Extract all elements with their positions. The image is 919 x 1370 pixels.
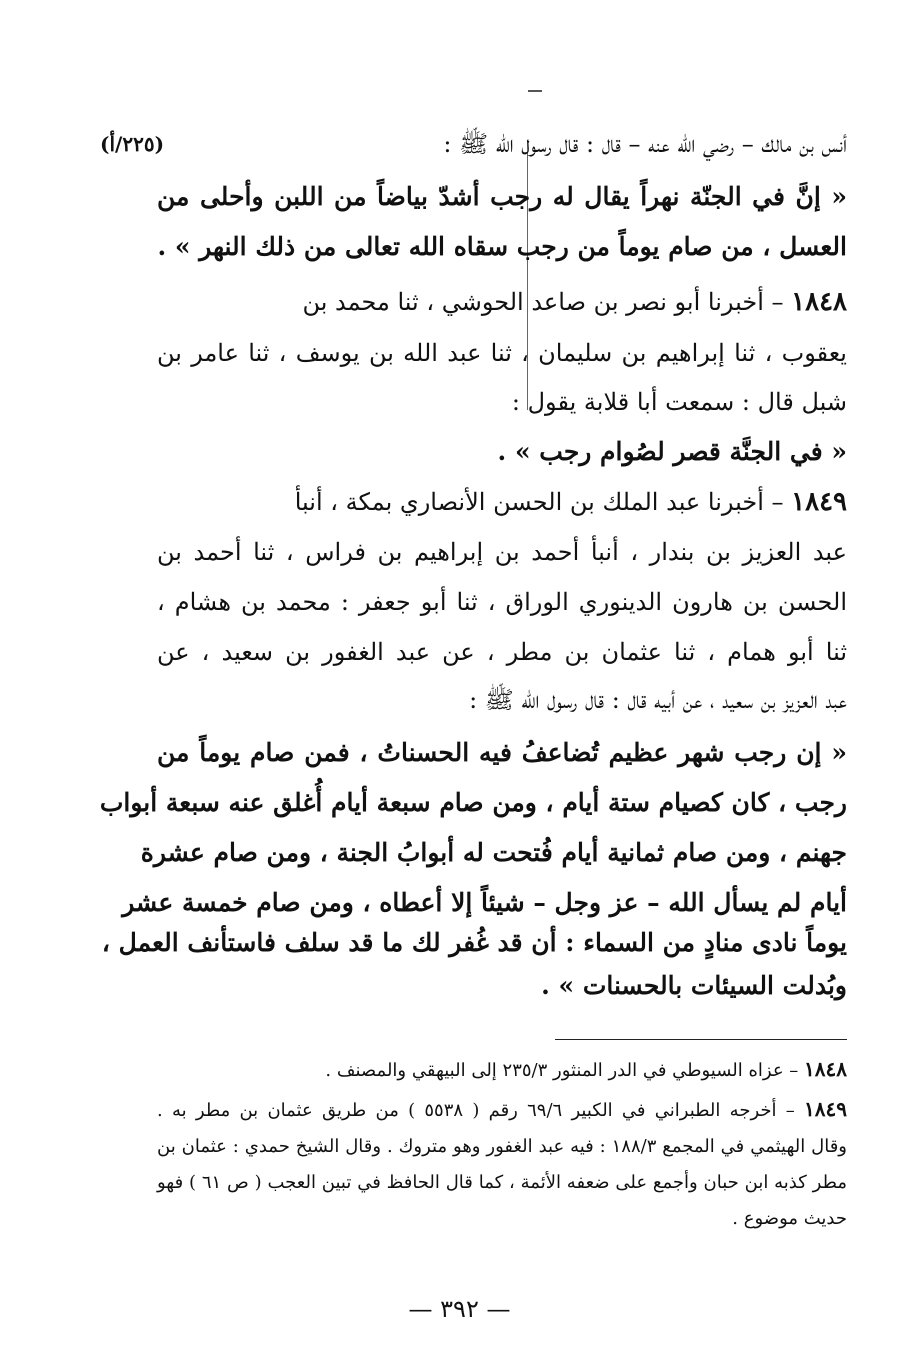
hadith-line-18: وبُدلت السيئات بالحسنات » . — [541, 971, 847, 1000]
footnote-1848 — [325, 1054, 847, 1086]
footnote-number-1848: ١٨٤٨ — [804, 1057, 847, 1081]
isnad-1848-start: – أخبرنا أبو نصر بن صاعد الحوشي ، ثنا محمد بن — [302, 288, 784, 316]
text-line-08 — [295, 482, 847, 522]
page-number: — ٣٩٢ — — [408, 1295, 511, 1323]
footnote-1849-line-4: حديث موضوع . — [732, 1208, 847, 1229]
text-line-04 — [302, 282, 847, 322]
hadith-line-17: يوماً نادى منادٍ من السماء : أن قد غُفر لك ما قد سلف فاستأنف العمل ، — [101, 928, 847, 957]
footnote-number-1849: ١٨٤٩ — [804, 1097, 847, 1121]
text-line-01: أنس بن مالك – رضي الله عنه – قال : قال رسول الله ﷺ : — [443, 130, 847, 158]
athar-line-07: « في الجنَّة قصر لصُوام رجب » . — [497, 437, 847, 466]
hadith-line-03: العسل ، من صام يوماً من رجب سقاه الله تعالى من ذلك النهر » . — [157, 232, 847, 261]
hadith-line-14: رجب ، كان كصيام ستة أيام ، ومن صام سبعة أيام أُغلق عنه سبعة أبواب — [99, 788, 847, 817]
isnad-1849-start: – أخبرنا عبد الملك بن الحسن الأنصاري بمكة ، أنبأ — [294, 488, 784, 516]
footnote-1849-text-1: – أخرجه الطبراني في الكبير ٦٩/٦ رقم ( ٥٥٣٨ ) من طريق عثمان بن مطر به . — [157, 1100, 795, 1121]
hadith-line-13: « إن رجب شهر عظيم تُضاعفُ فيه الحسناتُ ، فمن صام يوماً من — [157, 738, 847, 767]
hadith-line-15: جهنم ، ومن صام ثمانية أيام فُتحت له أبوابُ الجنة ، ومن صام عشرة — [140, 838, 847, 867]
text-line-05: يعقوب ، ثنا إبراهيم بن سليمان ، ثنا عبد الله بن يوسف ، ثنا عامر بن — [157, 339, 847, 367]
hadith-line-02: « إنَّ في الجنّة نهراً يقال له رجب أشدّ بياضاً من اللبن وأحلى من — [157, 182, 847, 211]
manuscript-folio-note: (٢٢٥/أ) — [100, 132, 165, 156]
footnote-1848-text: – عزاه السيوطي في الدر المنثور ٢٣٥/٣ إلى البيهقي والمصنف . — [325, 1060, 799, 1081]
hadith-number-1848: ١٨٤٨ — [791, 287, 847, 317]
text-line-11: ثنا أبو همام ، ثنا عثمان بن مطر ، عن عبد الغفور بن سعيد ، عن — [157, 638, 847, 666]
footnote-1849-line-2: وقال الهيثمي في المجمع ١٨٨/٣ : فيه عبد الغفور وهو متروك . وقال الشيخ حمدي : عثمان بن — [157, 1136, 848, 1157]
footnote-separator — [555, 1039, 847, 1040]
text-line-10: الحسن بن هارون الدينوري الوراق ، ثنا أبو جعفر : محمد بن هشام ، — [157, 588, 847, 616]
text-line-06: شبل قال : سمعت أبا قلابة يقول : — [511, 388, 847, 416]
footnote-1849-line-3: مطر كذبه ابن حبان وأجمع على ضعفه الأئمة ، كما قال الحافظ في تبين العجب ( ص ٦١ ) فهو — [157, 1172, 847, 1193]
text-line-12: عبد العزيز بن سعيد ، عن أبيه قال : قال رسول الله ﷺ : — [469, 686, 847, 714]
scan-mark — [528, 90, 542, 92]
hadith-line-16: أيام لم يسأل الله – عز وجل – شيئاً إلا أعطاه ، ومن صام خمسة عشر — [122, 888, 847, 917]
hadith-number-1849: ١٨٤٩ — [791, 487, 847, 517]
text-line-09: عبد العزيز بن بندار ، أنبأ أحمد بن إبراهيم بن فراس ، ثنا أحمد بن — [157, 538, 847, 566]
footnote-1849-line-1 — [157, 1094, 847, 1126]
